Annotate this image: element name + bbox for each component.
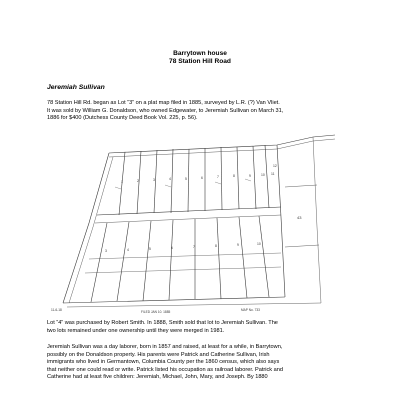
lot-label: 6 bbox=[201, 176, 203, 180]
section-heading: Jeremiah Sullivan bbox=[47, 84, 105, 91]
lower-lot-label: 9 bbox=[237, 243, 239, 247]
paragraph-1-line: 78 Station Hill Rd. began as Lot “3” on a plat map filed in 1885, surveyed by L.R. (?) Van Vliet. bbox=[47, 100, 280, 106]
lower-lot-label: 10 bbox=[257, 242, 261, 246]
paragraph-3-line: Jeremiah Sullivan was a day laborer, born in 1857 and raised, at least for a while, in Barrytown, bbox=[47, 344, 283, 350]
corner-note: 11-6-18 bbox=[51, 308, 62, 312]
paragraph-3-line: possibly on the Donaldson property. His parents were Patrick and Catherine Sullivan, Irish bbox=[47, 351, 270, 358]
lot-label: 5 bbox=[185, 177, 187, 181]
lot-label: 7 bbox=[217, 175, 219, 179]
paragraph-3-line: Catherine had at least five children: Jeremiah, Michael, John, Mary, and Joseph. By 1880 bbox=[47, 374, 268, 381]
plat-map-notes bbox=[51, 308, 260, 314]
lot-label: 4 bbox=[169, 177, 171, 181]
paragraph-3 bbox=[47, 344, 365, 382]
title-line-2: 78 Station Hill Road bbox=[169, 58, 231, 66]
lower-lot-label: 4 bbox=[127, 248, 129, 252]
paragraph-1-line: 1886 for $400 (Dutchess County Deed Book Vol. 225, p. 56). bbox=[47, 115, 198, 122]
lot-label: 11 bbox=[271, 172, 275, 176]
paragraph-2-line: two lots remained under one ownership until they were merged in 1981. bbox=[47, 327, 225, 334]
lot-label: 3 bbox=[153, 178, 155, 182]
paragraph-3-line: immigrants who lived in Germantown, Columbia County per the 1860 census, which also says bbox=[47, 359, 280, 366]
map-number-note: MAP No. 733 bbox=[241, 308, 260, 312]
lower-lot-label: 3 bbox=[105, 249, 107, 253]
lot-label: 9 bbox=[249, 174, 251, 178]
lower-lot-label: 5 bbox=[149, 247, 151, 251]
paragraph-2 bbox=[47, 320, 365, 335]
plat-map-image bbox=[45, 127, 349, 314]
lot-label: 2 bbox=[137, 179, 139, 183]
paragraph-1-line: It was sold by William G. Donaldson, who owned Edgewater, to Jeremiah Sullivan on March 31, bbox=[47, 107, 284, 114]
document-title bbox=[0, 50, 400, 67]
paragraph-3-line: that neither one could read or write. Patrick listed his occupation as railroad laborer. Patrick and bbox=[47, 366, 283, 373]
lot-label: 10 bbox=[261, 173, 265, 177]
lot-label: 12 bbox=[273, 164, 277, 168]
paragraph-1 bbox=[47, 100, 365, 123]
lot-label: 8 bbox=[233, 174, 235, 178]
paragraph-2-line: Lot “4” was purchased by Robert Smith. In 1888, Smith sold that lot to Jeremiah Sullivan. The bbox=[47, 320, 278, 326]
lower-lot-label: 7 bbox=[193, 245, 195, 249]
lower-lot-label: 6 bbox=[171, 246, 173, 250]
filed-note: FILED JAN 10. 1885 bbox=[141, 310, 171, 314]
lower-lot-label: 8 bbox=[215, 244, 217, 248]
plat-map-linework bbox=[63, 135, 335, 307]
lot-label: 1 bbox=[121, 180, 123, 184]
plat-map-lot-labels bbox=[105, 164, 302, 253]
side-lot-label: 43 bbox=[297, 215, 302, 220]
title-line-1: Barrytown house bbox=[173, 50, 227, 57]
